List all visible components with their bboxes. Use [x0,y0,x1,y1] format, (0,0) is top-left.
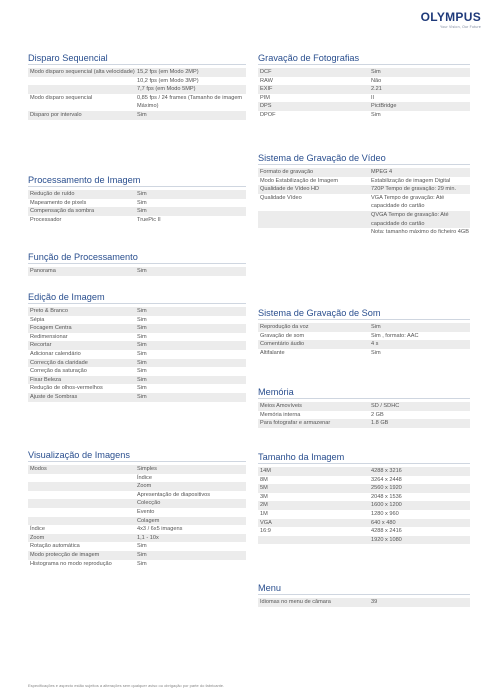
spec-label: Correcção da claridade [30,359,88,366]
spec-value: II [371,94,375,101]
spec-row [258,332,470,341]
spec-value: 39 [371,599,378,605]
section-edicao-de-imagem [28,291,246,402]
spec-label [258,536,370,545]
spec-row [28,77,246,86]
spec-row [258,228,470,237]
section-title: Função de Processamento [28,251,246,264]
spec-value: 720P Tempo de gravação: 29 min. [371,186,456,193]
section-title: Tamanho da Imagem [258,451,470,464]
spec-row [28,384,246,393]
spec-row [258,323,470,332]
brand-tagline: Your Vision, Our Future [440,25,481,29]
spec-row [28,534,246,543]
spec-label: Modo Estabilização de Imagem [260,177,339,184]
spec-value: Simples [137,466,157,472]
spec-row [28,207,246,216]
spec-value: Estabilização de imagem Digital [371,177,451,184]
spec-value: Colecção [137,500,161,507]
spec-value: Sim [371,69,381,75]
spec-label [28,77,136,86]
section-gravacao-de-fotografias [258,52,470,120]
spec-label [28,499,136,508]
spec-row [258,177,470,186]
spec-value: Sim [137,191,147,197]
spec-label [258,211,370,228]
spec-label: Modo disparo sequencial (alta velocidade) [30,69,135,75]
spec-value: Sim [137,376,147,383]
spec-value: Sim [137,208,147,215]
spec-row [28,508,246,517]
spec-value: 0,85 fps / 24 frames (Tamanho de imagem Máximo) [137,94,243,110]
spec-label: Gravação de som [260,332,305,339]
spec-label: Recortar [30,342,52,349]
spec-label [28,491,136,500]
spec-label: Memória interna [260,411,301,418]
spec-row [28,350,246,359]
spec-label: Fixar Beleza [30,376,62,383]
spec-row [258,493,470,502]
spec-row [258,168,470,177]
spec-row [28,465,246,474]
spec-value: Não [371,77,382,84]
spec-value: Sim [137,325,147,332]
section-sistema-de-gravacao-de-video [258,152,470,237]
disclaimer-footer: Especificações e aspecto estão sujeitos a alterações sem qualquer aviso ou obrigação por parte do fabricante. [28,683,225,688]
spec-value: Sim [371,324,381,330]
spec-row [28,68,246,77]
spec-row [258,211,470,228]
spec-label: Modo disparo sequencial [30,94,93,101]
spec-row [258,340,470,349]
spec-value: Sim [137,368,147,375]
section-memoria [258,386,470,428]
section-title: Gravação de Fotografias [258,52,470,65]
spec-label: Sépia [30,316,45,323]
spec-label: Altifalante [260,349,285,356]
spec-value: VGA Tempo de gravação: Até capacidade do cartão [371,194,445,210]
spec-label: Modos [30,466,47,472]
spec-row [28,376,246,385]
spec-value: PictBridge [371,103,397,110]
spec-value: 4x3 / 6x5 imagens [137,526,183,533]
spec-label: Disparo por intervalo [30,111,82,118]
spec-row [258,102,470,111]
spec-row [28,482,246,491]
spec-value: Apresentação de diapositivos [137,491,211,498]
section-menu [258,582,470,607]
spec-label [28,474,136,483]
spec-label: DCF [260,69,272,75]
spec-row [28,324,246,333]
spec-value: 2 GB [371,411,384,418]
section-title: Disparo Sequencial [28,52,246,65]
olympus-logo [395,10,481,29]
spec-row [28,111,246,120]
spec-row [28,190,246,199]
spec-label: Redução de olhos-vermelhos [30,385,103,392]
spec-row [258,68,470,77]
section-title: Menu [258,582,470,595]
spec-row [28,216,246,225]
spec-label [28,508,136,517]
spec-row [28,517,246,526]
spec-value: Sim [137,268,147,274]
spec-value: Sim , formato: AAC [371,332,419,339]
spec-row [28,551,246,560]
spec-label: Mapeamento de pixels [30,199,87,206]
spec-row [28,341,246,350]
spec-value: 1600 x 1200 [371,502,402,509]
spec-row [28,316,246,325]
spec-row [258,402,470,411]
spec-label: 14M [260,468,271,474]
spec-label: Qualidade Vídeo [260,194,302,201]
spec-row [28,333,246,342]
spec-label: Preto & Branco [30,308,68,314]
spec-value: Índice [137,474,152,481]
spec-row [258,411,470,420]
spec-row [258,536,470,545]
spec-label [28,482,136,491]
spec-label: Panorama [30,268,56,274]
spec-label: 3M [260,493,268,500]
spec-row [258,598,470,607]
section-processamento-de-imagem [28,174,246,224]
spec-label: 5M [260,485,268,492]
spec-value: 1,1 - 10x [137,534,159,541]
spec-value: 4288 x 3216 [371,468,402,474]
spec-label: 2M [260,502,268,509]
spec-label: Índice [30,526,45,533]
spec-label: Qualidade de Vídeo HD [260,186,320,193]
spec-value: 4288 x 2416 [371,528,402,535]
spec-label: DPS [260,103,272,110]
spec-value: Sim [137,560,147,567]
spec-row [258,419,470,428]
spec-value: Sim [371,111,381,118]
section-title: Visualização de Imagens [28,449,246,462]
spec-value: 2560 x 1920 [371,485,402,492]
spec-row [258,185,470,194]
spec-value: QVGA Tempo de gravação: Até capacidade do cartão [371,211,449,227]
spec-row [28,474,246,483]
spec-row [28,491,246,500]
spec-label: 16:9 [260,528,271,535]
section-disparo-sequencial [28,52,246,120]
brand-name: OLYMPUS [420,10,481,24]
spec-label [28,517,136,526]
spec-value: Sim [137,111,147,118]
spec-label: Rotação automática [30,543,80,550]
spec-label: PIM [260,94,270,101]
spec-value: Sim [137,385,147,392]
section-title: Processamento de Imagem [28,174,246,187]
spec-row [28,85,246,94]
spec-label: Correção da saturação [30,368,87,375]
spec-value: Zoom [137,483,152,490]
spec-value: Sim [137,393,147,400]
spec-value: Sim [137,199,147,206]
spec-value: 15,2 fps (em Modo 2MP) [137,69,199,75]
spec-label [258,228,370,237]
spec-row [28,267,246,276]
spec-value: Sim [137,359,147,366]
spec-value: Sim [137,316,147,323]
spec-label [28,85,136,94]
spec-value: Sim [371,349,381,356]
spec-label: 1M [260,510,268,517]
spec-row [258,484,470,493]
spec-row [258,501,470,510]
spec-label: VGA [260,519,272,526]
spec-label: DPOF [260,111,276,118]
spec-value: TruePic II [137,216,161,223]
spec-value: 3264 x 2448 [371,476,402,483]
spec-label: Compensação da sombra [30,208,95,215]
spec-row [28,94,246,111]
spec-value: Nota: tamanho máximo do ficheiro 4GB [371,229,469,236]
spec-row [28,199,246,208]
spec-row [258,467,470,476]
spec-value: 2.21 [371,86,382,93]
spec-label: Modo protecção de imagem [30,551,100,558]
spec-label: EXIF [260,86,273,93]
section-title: Memória [258,386,470,399]
section-title: Sistema de Gravação de Som [258,307,470,320]
spec-value: 7,7 fps (em Modo 5MP) [137,86,196,93]
spec-value: Colagem [137,517,160,524]
spec-value: Sim [137,333,147,340]
spec-value: Sim [137,308,147,314]
spec-value: 640 x 480 [371,519,396,526]
spec-label: Redução de ruído [30,191,75,197]
section-visualizacao-de-imagens [28,449,246,568]
spec-row [258,194,470,211]
spec-value: 4 s [371,341,379,348]
spec-row [258,77,470,86]
spec-label: Zoom [30,534,45,541]
spec-row [28,499,246,508]
spec-value: Sim [137,551,147,558]
spec-row [28,367,246,376]
spec-row [258,510,470,519]
spec-label: Ajuste de Sombras [30,393,78,400]
spec-label: 8M [260,476,268,483]
spec-value: 2048 x 1536 [371,493,402,500]
spec-label: Meios Amovíveis [260,403,302,409]
spec-row [28,359,246,368]
spec-row [28,542,246,551]
spec-value: 1.8 GB [371,420,389,427]
spec-row [258,349,470,358]
spec-row [258,94,470,103]
spec-label: Para fotografar e armazenar [260,420,331,427]
spec-row [258,476,470,485]
spec-value: 1920 x 1080 [371,536,402,543]
spec-row [258,111,470,120]
spec-value: 1280 x 960 [371,510,399,517]
spec-label: Reprodução da voz [260,324,309,330]
section-sistema-de-gravacao-de-som [258,307,470,357]
spec-row [258,519,470,528]
spec-row [258,85,470,94]
spec-value: MPEG 4 [371,169,393,175]
spec-value: Sim [137,350,147,357]
spec-row [28,560,246,569]
spec-value: Sim [137,543,147,550]
spec-label: Adicionar calendário [30,350,81,357]
spec-value: Sim [137,342,147,349]
spec-label: Idiomas no menu de câmara [260,599,331,605]
spec-label: Focagem Centra [30,325,72,332]
section-title: Edição de Imagem [28,291,246,304]
spec-value: 10,2 fps (em Modo 3MP) [137,77,199,84]
spec-value: Evento [137,508,155,515]
spec-row [28,525,246,534]
spec-label: RAW [260,77,273,84]
spec-row [28,393,246,402]
section-tamanho-da-imagem [258,451,470,544]
spec-row [258,527,470,536]
spec-label: Redimensionar [30,333,68,340]
spec-label: Processador [30,216,62,223]
spec-row [28,307,246,316]
spec-label: Comentário áudio [260,341,305,348]
section-funcao-de-processamento [28,251,246,276]
section-title: Sistema de Gravação de Vídeo [258,152,470,165]
spec-label: Formato de gravação [260,169,314,175]
spec-label: Histograma no modo reprodução [30,560,112,567]
spec-value: SD / SDHC [371,403,400,409]
